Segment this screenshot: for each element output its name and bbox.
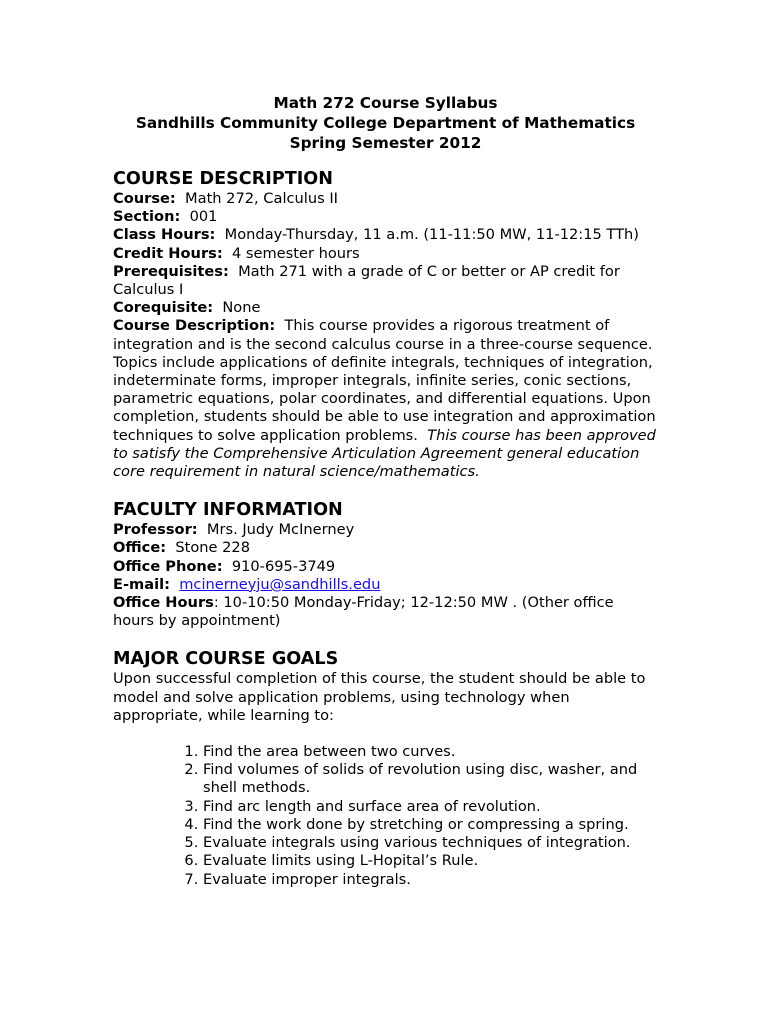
section-value: 001: [189, 208, 218, 226]
faculty-section: [113, 499, 658, 630]
course-value: Math 272, Calculus II: [185, 190, 338, 207]
corequisite-line: [113, 299, 658, 317]
course-description-section: [113, 168, 658, 481]
professor-label: Professor:: [113, 521, 198, 539]
office-hours-line: [113, 594, 658, 630]
office-label: Office:: [113, 539, 167, 557]
email-link[interactable]: mcinerneyju@sandhills.edu: [179, 575, 381, 593]
office-hours-value: : 10-10:50 Monday-Friday; 12-12:50 MW . (Other office hours by appointment): [113, 594, 614, 630]
course-line: [113, 190, 658, 208]
prerequisites-value: Math 271 with a grade of C or better or AP credit for Calculus I: [113, 262, 620, 299]
title-block: [113, 93, 658, 153]
goal-item: 7. Evaluate improper integrals.: [203, 871, 658, 889]
prerequisites-label: Prerequisites:: [113, 262, 229, 280]
document-content: [113, 93, 658, 907]
goals-section: [113, 648, 658, 888]
corequisite-label: Corequisite:: [113, 299, 214, 317]
credit-hours-value: 4 semester hours: [231, 244, 360, 262]
description-paragraph: [113, 317, 658, 481]
office-phone-value: 910-695-3749: [231, 557, 336, 575]
email-line: [113, 576, 658, 594]
professor-line: [113, 521, 658, 539]
department-title: Sandhills Community College Department of Mathematics: [135, 114, 636, 132]
office-value: Stone 228: [175, 539, 250, 557]
corequisite-value: None: [222, 299, 261, 317]
class-hours-line: [113, 226, 658, 244]
professor-value: Mrs. Judy McInerney: [206, 521, 355, 539]
section-line: [113, 208, 658, 226]
class-hours-label: Class Hours:: [113, 226, 216, 244]
class-hours-value: Monday-Thursday, 11 a.m. (11-11:50 MW, 11-12:15 TTh): [224, 226, 639, 244]
goal-item: 5. Evaluate integrals using various techniques of integration.: [203, 834, 658, 852]
description-approval-note: This course has been approved to satisfy the Comprehensive Articulation Agreement general education core requirement in natural science/mathematics.: [113, 426, 656, 481]
prerequisites-line: [113, 263, 658, 299]
goal-item: 1. Find the area between two curves.: [203, 743, 658, 761]
course-description-heading: COURSE DESCRIPTION: [113, 169, 333, 189]
goal-item: 4. Find the work done by stretching or compressing a spring.: [203, 816, 658, 834]
semester-title: Spring Semester 2012: [289, 134, 482, 152]
section-label: Section:: [113, 208, 181, 226]
goal-item: 6. Evaluate limits using L-Hopital’s Rule.: [203, 852, 658, 870]
goal-item: 2. Find volumes of solids of revolution using disc, washer, and shell methods.: [203, 761, 658, 797]
office-hours-label: Office Hours: [113, 594, 214, 612]
description-label: Course Description:: [113, 317, 276, 335]
goals-intro: Upon successful completion of this course, the student should be able to model and solve application problems, using technology when appropriate, while learning to:: [113, 670, 646, 724]
office-line: [113, 539, 658, 557]
goals-list: [113, 743, 658, 889]
syllabus-title: Math 272 Course Syllabus: [273, 94, 498, 112]
faculty-heading: FACULTY INFORMATION: [113, 500, 343, 521]
course-label: Course:: [113, 190, 176, 207]
description-text: This course provides a rigorous treatment of integration and is the second calculus course in a three-course sequence. Topics include applications of definite integrals, techniques of integration, indeterminate forms, improper integrals, infinite series, conic sections, parametric equations, polar coordinates, and differential equations. Upon completion, students should be able to use integration and approximation techniques to solve application problems.: [113, 317, 656, 444]
goals-heading: MAJOR COURSE GOALS: [113, 649, 339, 670]
credit-hours-label: Credit Hours:: [113, 244, 223, 262]
office-phone-line: [113, 558, 658, 576]
credit-hours-line: [113, 245, 658, 263]
office-phone-label: Office Phone:: [113, 557, 223, 575]
email-label: E-mail:: [113, 575, 170, 593]
goal-item: 3. Find arc length and surface area of revolution.: [203, 798, 658, 816]
